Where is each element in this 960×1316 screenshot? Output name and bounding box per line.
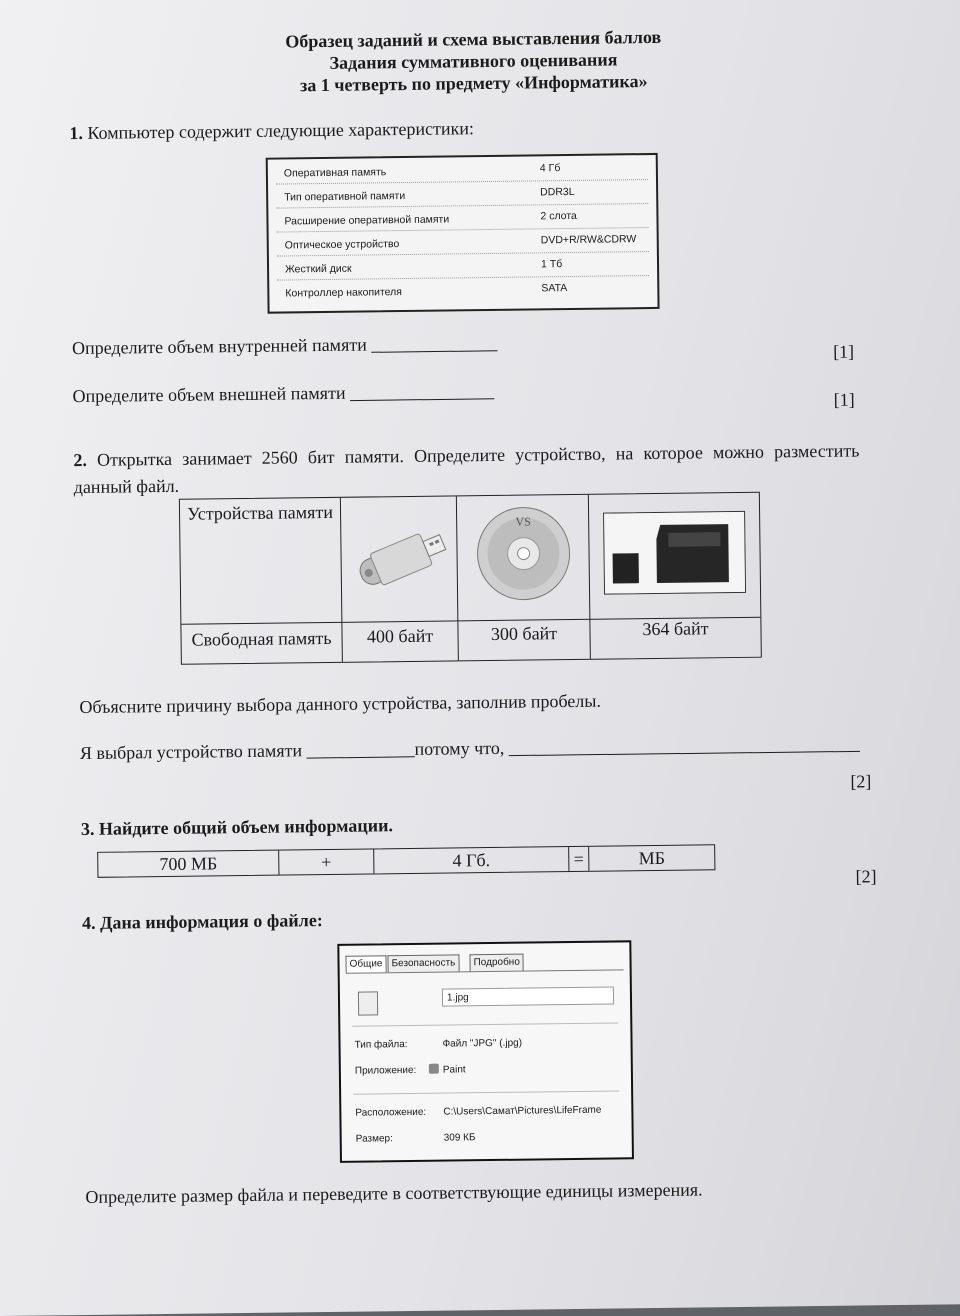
free-memory-header-cell: Свободная память — [181, 622, 342, 664]
microsd-card-icon — [603, 511, 746, 595]
file-size-task: Определите размер файла и переведите в соответствующие единицы измерения. — [85, 1179, 703, 1207]
sum-table — [97, 844, 715, 878]
application-label: Приложение: — [354, 1064, 417, 1077]
divider — [352, 1022, 618, 1026]
sum-cell: + — [279, 849, 374, 874]
score-mark: [1] — [832, 341, 855, 362]
spec-key: Жесткий диск — [284, 262, 352, 276]
free-memory-value: 364 байт — [642, 618, 709, 640]
external-memory-task: Определите объем внешней памяти ________________ — [72, 380, 495, 407]
size-value: 309 КБ — [443, 1132, 476, 1144]
svg-text:VS: VS — [514, 514, 531, 529]
spec-value: 4 Гб — [539, 162, 561, 175]
file-properties-dialog — [337, 940, 634, 1163]
question-text: Компьютер содержит следующие характеристики: — [87, 118, 475, 143]
question-4 — [82, 910, 323, 934]
file-type-label: Тип файла: — [354, 1039, 408, 1051]
question-number: 4. — [81, 912, 96, 934]
spec-key: Контроллер накопителя — [285, 286, 403, 300]
page-subtitle-quarter: за 1 четверть по предмету «Информатика» — [299, 71, 648, 96]
question-1 — [69, 118, 474, 144]
question-text: Открытка занимает 2560 бит памяти. Определите устройство, на которое можно разместить данный файл. — [73, 440, 860, 498]
free-memory-value: 300 байт — [458, 619, 590, 661]
question-number: 2. — [73, 449, 88, 471]
spec-key: Тип оперативной памяти — [284, 190, 406, 204]
explain-instruction: Объясните причину выбора данного устройства, заполнив пробелы. — [79, 690, 602, 718]
spec-value: 1 Тб — [540, 258, 563, 271]
spec-table — [266, 153, 660, 314]
question-text: Дана информация о файле: — [99, 910, 323, 933]
question-3 — [81, 815, 393, 840]
file-type-value: Файл "JPG" (.jpg) — [442, 1037, 523, 1050]
application-value: Paint — [442, 1064, 466, 1076]
spec-key: Расширение оперативной памяти — [284, 213, 450, 228]
answer-cell[interactable]: МБ — [638, 847, 666, 869]
sum-cell: 700 МБ — [98, 851, 279, 877]
question-number: 3. — [80, 818, 95, 840]
filename-field[interactable]: 1.jpg — [442, 987, 614, 1007]
size-label: Размер: — [355, 1133, 393, 1145]
free-memory-value: 400 байт — [342, 620, 458, 661]
question-text: Найдите общий объем информации. — [98, 815, 394, 839]
score-mark: [2] — [855, 866, 877, 887]
file-icon — [358, 991, 378, 1015]
dvd-disc-icon — [472, 503, 573, 604]
microsd-card-cell[interactable] — [589, 493, 761, 619]
question-number: 1. — [69, 122, 84, 144]
paint-icon — [429, 1064, 439, 1074]
spec-value: DVD+R/RW&CDRW — [540, 233, 637, 247]
tab-details[interactable]: Подробно — [469, 954, 524, 972]
dvd-disc-cell[interactable] — [457, 495, 591, 621]
location-value: C:\Users\Самат\Pictures\LifeFrame — [443, 1104, 602, 1118]
spec-value: SATA — [541, 282, 568, 295]
score-mark: [2] — [850, 771, 872, 792]
internal-memory-task: Определите объем внутренней памяти ______________ — [71, 332, 498, 359]
spec-key: Оптическое устройство — [284, 238, 400, 252]
page-subtitle: Задания суммативного оценивания — [329, 49, 618, 73]
location-label: Расположение: — [355, 1106, 427, 1119]
devices-header-cell: Устройства памяти — [180, 498, 343, 624]
spec-value: 2 слота — [540, 209, 577, 223]
answer-fill-line: Я выбрал устройство памяти ____________потому что, _______________________________________ — [79, 733, 860, 764]
sum-cell: = — [569, 847, 589, 871]
spec-row — [277, 275, 649, 304]
tab-general[interactable]: Общие — [345, 955, 386, 972]
spec-value: DDR3L — [540, 185, 575, 199]
score-mark: [1] — [833, 389, 855, 410]
sum-cell: 4 Гб. — [374, 847, 569, 873]
tab-security[interactable]: Безопасность — [387, 954, 459, 972]
usb-flash-drive-icon — [343, 502, 454, 613]
flash-drive-cell[interactable] — [341, 496, 459, 621]
page-title: Образец заданий и схема выставления баллов — [285, 26, 662, 52]
spec-key: Оперативная память — [283, 166, 387, 180]
divider — [353, 1090, 619, 1094]
devices-table — [179, 492, 762, 665]
